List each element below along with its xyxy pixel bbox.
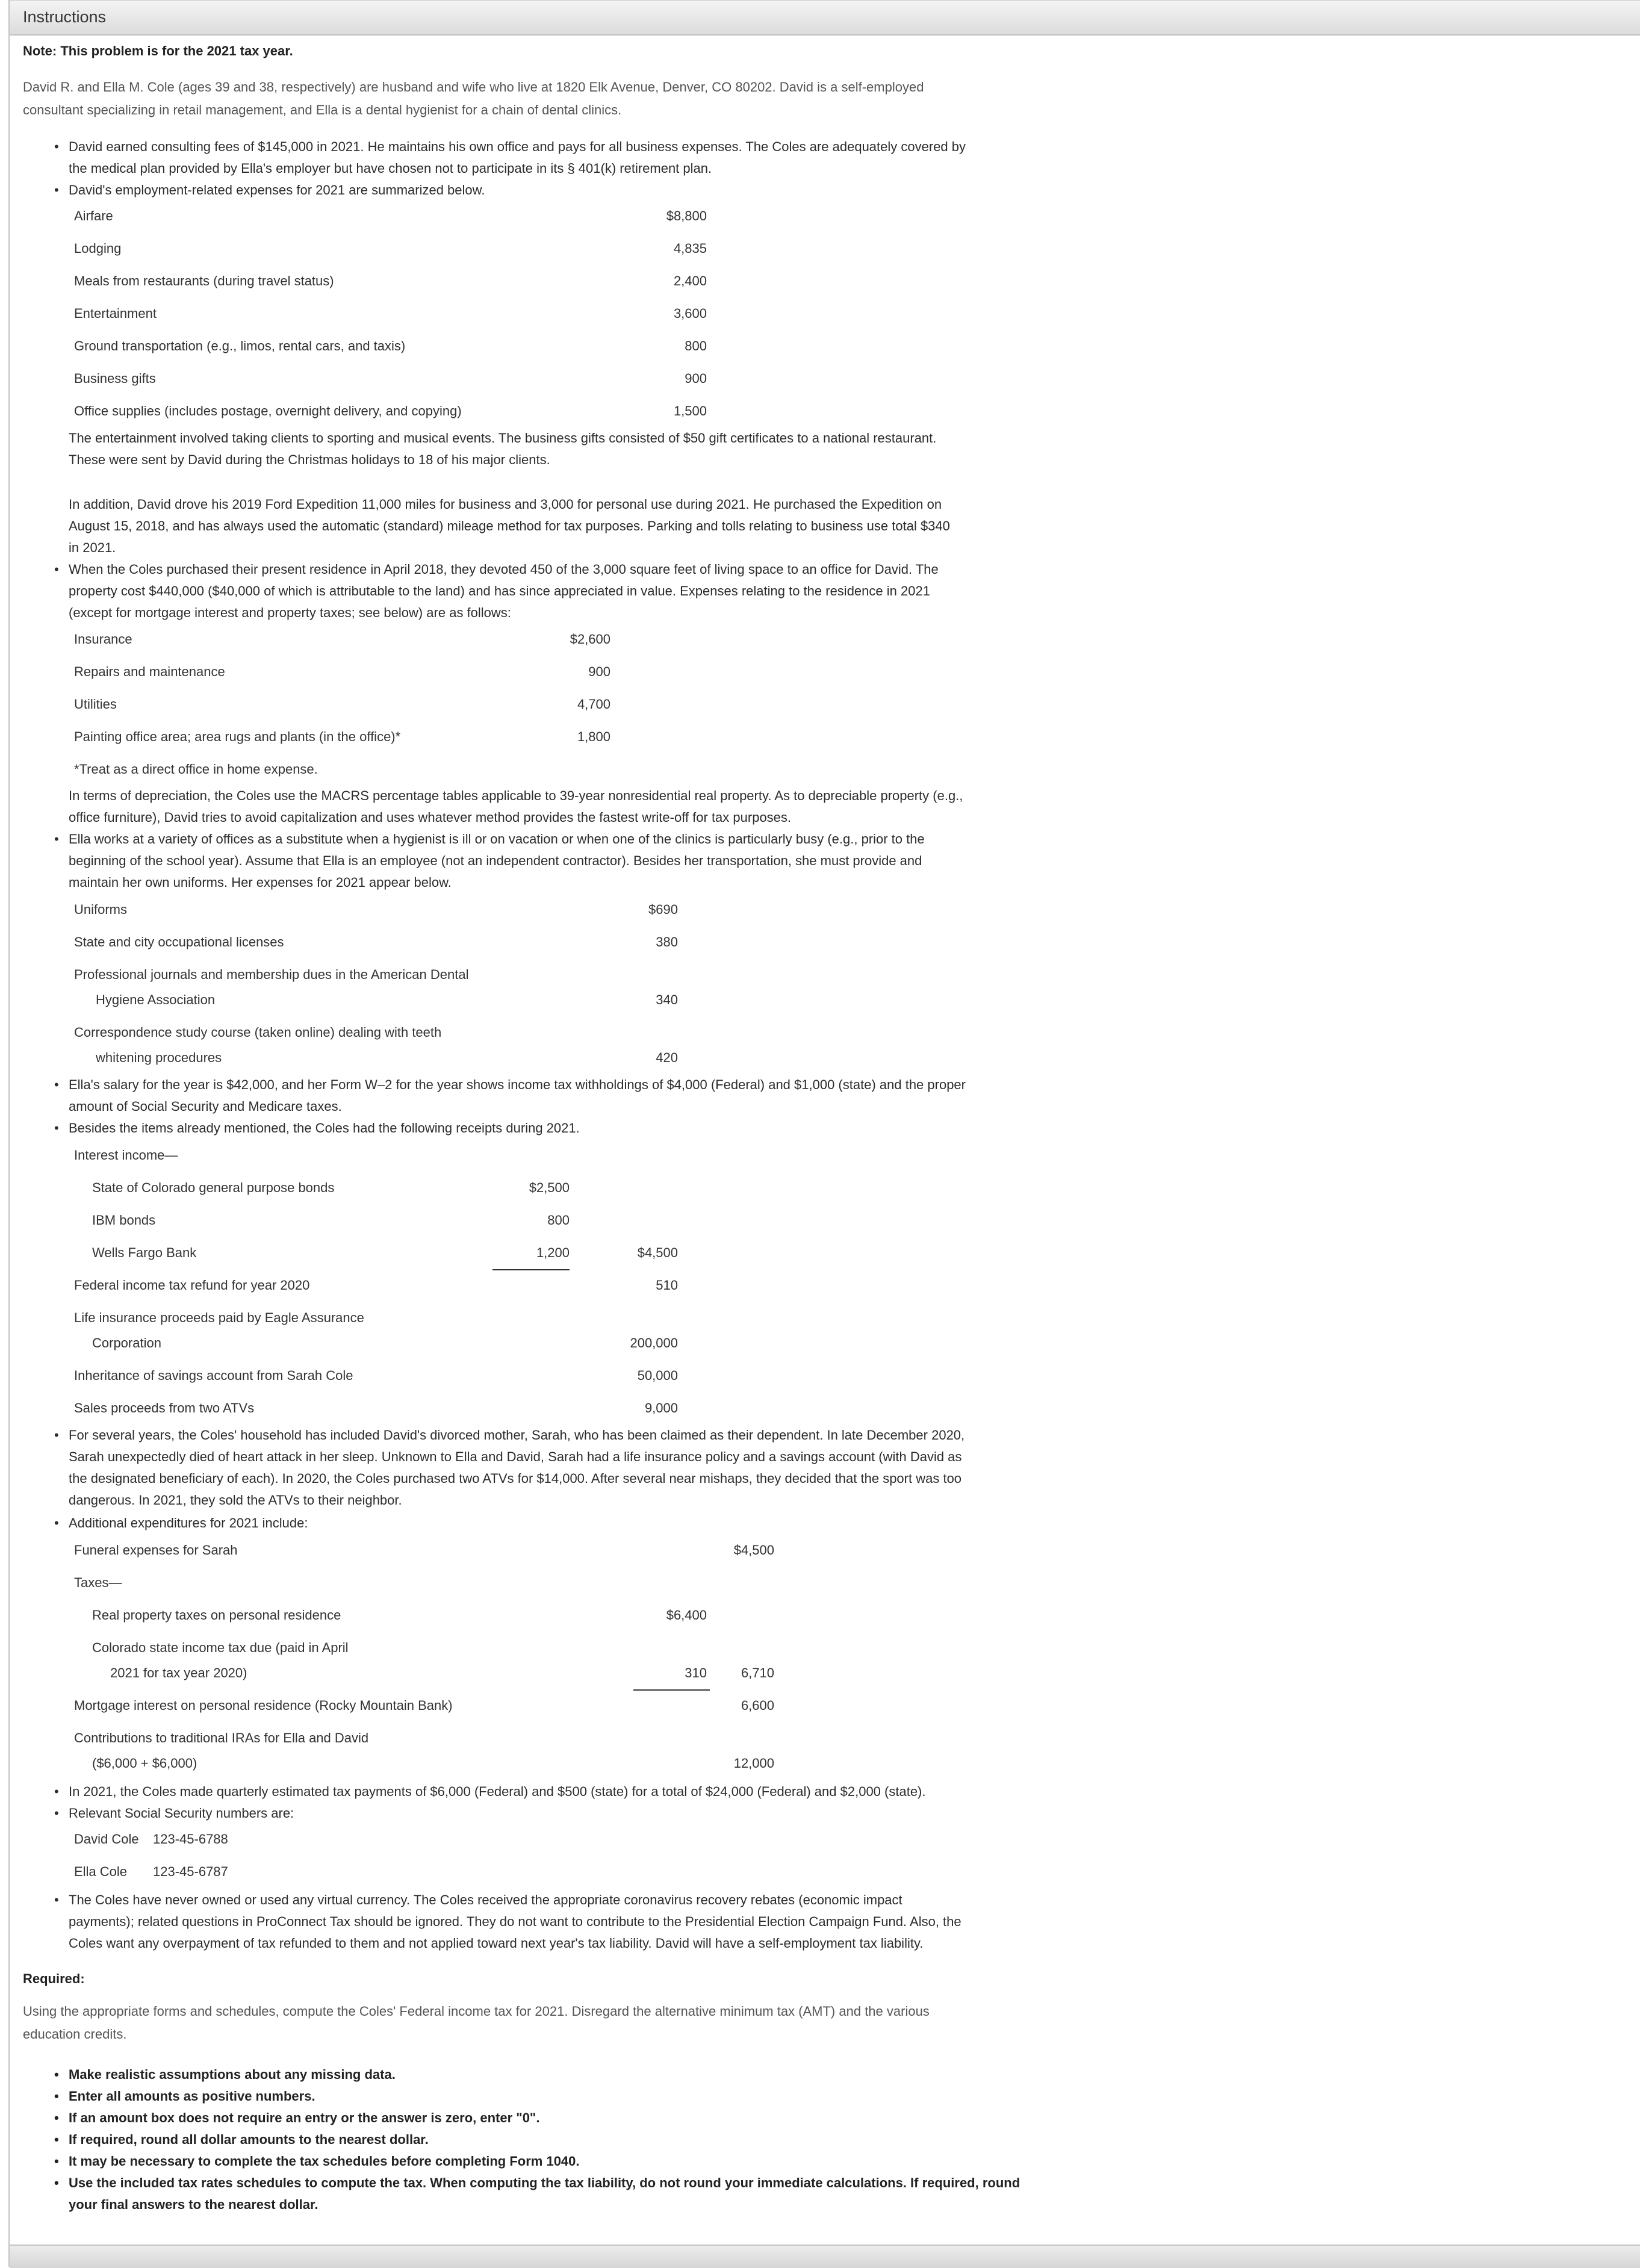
bullet-line: payments); related questions in ProConnect Tax should be ignored. They do not want to contribute to the Presidential Election Campaign Fund. Also, the bbox=[69, 1914, 961, 1929]
expense-row bbox=[10, 371, 1093, 389]
expense-label: Meals from restaurants (during travel status) bbox=[74, 273, 334, 288]
receipt-row bbox=[10, 1335, 1093, 1353]
paragraph-line: office furniture), David tries to avoid capitalization and uses whatever method provides the fastest write-off for tax purposes. bbox=[69, 810, 792, 825]
receipt-row bbox=[10, 1213, 1093, 1231]
bullet-line: • Besides the items already mentioned, the Coles had the following receipts during 2021. bbox=[69, 1120, 580, 1136]
receipt-label: Inheritance of savings account from Sarah Cole bbox=[74, 1368, 353, 1383]
expenditure-label: 2021 for tax year 2020) bbox=[110, 1665, 247, 1680]
expenditure-row bbox=[10, 1756, 1093, 1774]
required-bullet: • It may be necessary to complete the tax schedules before completing Form 1040. bbox=[69, 2151, 1050, 2172]
expense-label: Entertainment bbox=[74, 306, 157, 321]
expense-label: Business gifts bbox=[74, 371, 156, 386]
ssn-name: Ella Cole bbox=[74, 1864, 128, 1879]
paragraph-line: These were sent by David during the Christmas holidays to 18 of his major clients. bbox=[69, 452, 550, 467]
ssn-number: 123-45-6788 bbox=[153, 1831, 228, 1847]
expenditure-amount: $6,400 bbox=[666, 1608, 707, 1623]
expense-label: Office supplies (includes postage, overnight delivery, and copying) bbox=[74, 403, 462, 418]
expense-amount: $690 bbox=[648, 902, 678, 917]
expense-amount: 1,800 bbox=[577, 729, 610, 744]
expenditure-amount: 6,600 bbox=[741, 1698, 774, 1713]
ella-expense-row bbox=[10, 934, 1093, 952]
bullet-receipts bbox=[69, 1117, 1059, 1139]
expense-amount: 900 bbox=[588, 664, 610, 679]
receipt-label: IBM bonds bbox=[92, 1213, 156, 1228]
bullet-line: the medical plan provided by Ella's employer but have chosen not to participate in its § 401(k) retirement plan. bbox=[69, 161, 712, 176]
bullet-line: • When the Coles purchased their present residence in April 2018, they devoted 450 of the 3,000 square feet of living space to an office for David. The bbox=[69, 562, 939, 577]
receipt-label: Sales proceeds from two ATVs bbox=[74, 1400, 255, 1415]
expense-row bbox=[10, 241, 1093, 259]
bullet-line: Coles want any overpayment of tax refunded to them and not applied toward next year's tax liability. David will have a self-employment tax liability. bbox=[69, 1936, 924, 1951]
bullet-david-expenses bbox=[69, 179, 1059, 201]
bullet-line: • For several years, the Coles' household has included David's divorced mother, Sarah, who has been claimed as their dependent. In late December 2020, bbox=[69, 1428, 965, 1443]
paragraph-line: August 15, 2018, and has always used the automatic (standard) mileage method for tax purposes. Parking and tolls relating to business use total $340 bbox=[69, 518, 950, 533]
bullet-line: beginning of the school year). Assume that Ella is an employee (not an independent contractor). Besides her transportation, she must provide and bbox=[69, 853, 922, 868]
expenditure-label: ($6,000 + $6,000) bbox=[92, 1756, 197, 1771]
bullet-line: your final answers to the nearest dollar. bbox=[69, 2197, 318, 2212]
expense-row bbox=[10, 273, 1093, 291]
expenditure-label: Colorado state income tax due (paid in April bbox=[92, 1640, 349, 1655]
receipt-row bbox=[10, 1180, 1093, 1198]
window-title: Instructions bbox=[23, 8, 107, 26]
bullet-line: dangerous. In 2021, they sold the ATVs to their neighbor. bbox=[69, 1493, 402, 1508]
expense-label: State and city occupational licenses bbox=[74, 934, 284, 949]
ssn-row bbox=[10, 1831, 1093, 1850]
paragraph-line: The entertainment involved taking clients to sporting and musical events. The business gifts consisted of $50 gift certificates to a national restaurant. bbox=[69, 430, 937, 446]
subtotal-underline bbox=[633, 1689, 710, 1691]
bullet-line: maintain her own uniforms. Her expenses for 2021 appear below. bbox=[69, 875, 452, 890]
automobile-paragraph bbox=[69, 494, 1050, 559]
expenditure-amount: $4,500 bbox=[733, 1543, 774, 1558]
expense-row bbox=[10, 338, 1093, 356]
subtotal-underline bbox=[492, 1269, 570, 1270]
receipt-label: State of Colorado general purpose bonds bbox=[92, 1180, 335, 1195]
receipt-amount: 510 bbox=[656, 1278, 678, 1293]
receipt-row bbox=[10, 1278, 1093, 1296]
expenditure-label: Real property taxes on personal residence bbox=[92, 1608, 341, 1623]
receipt-label: Wells Fargo Bank bbox=[92, 1245, 197, 1260]
paragraph-line: Using the appropriate forms and schedules, compute the Coles' Federal income tax for 2021. Disregard the alternative minimum tax (AMT) and the various bbox=[23, 2004, 930, 2019]
expense-amount: 340 bbox=[656, 992, 678, 1007]
expense-amount: 3,600 bbox=[673, 306, 707, 321]
paragraph-line: In addition, David drove his 2019 Ford Expedition 11,000 miles for business and 3,000 for personal use during 2021. He purchased the Expedition on bbox=[69, 497, 942, 512]
receipt-row bbox=[10, 1148, 1093, 1166]
expenditure-row bbox=[10, 1640, 1093, 1658]
home-expense-row bbox=[10, 664, 1093, 682]
receipt-total: $4,500 bbox=[637, 1245, 678, 1260]
expense-amount: $8,800 bbox=[666, 208, 707, 223]
expense-amount: 1,500 bbox=[673, 403, 707, 418]
required-bullet: • Make realistic assumptions about any missing data. bbox=[69, 2064, 1050, 2086]
expense-label: Professional journals and membership dues in the American Dental bbox=[74, 967, 469, 982]
expense-amount: 4,700 bbox=[577, 697, 610, 712]
bullet-expenditures bbox=[69, 1512, 1059, 1534]
ella-expense-row bbox=[10, 902, 1093, 920]
receipt-amount: 200,000 bbox=[630, 1335, 678, 1350]
required-bullet: • Enter all amounts as positive numbers. bbox=[69, 2086, 1050, 2107]
bullet-line: • Additional expenditures for 2021 include: bbox=[69, 1515, 308, 1530]
required-bullet: • If an amount box does not require an entry or the answer is zero, enter "0". bbox=[69, 2107, 1050, 2129]
bullet-line: (except for mortgage interest and property taxes; see below) are as follows: bbox=[69, 605, 511, 620]
expense-label: Painting office area; area rugs and plants (in the office)* bbox=[74, 729, 401, 744]
receipt-label: Interest income— bbox=[74, 1148, 178, 1163]
expense-label: Repairs and maintenance bbox=[74, 664, 225, 679]
expenditure-label: Taxes— bbox=[74, 1575, 122, 1590]
expenditure-total: 6,710 bbox=[741, 1665, 774, 1680]
expense-amount: 4,835 bbox=[673, 241, 707, 256]
expenditure-amount: 12,000 bbox=[733, 1756, 774, 1771]
bullet-sarah bbox=[69, 1424, 1059, 1511]
ella-expense-row bbox=[10, 967, 1093, 985]
bullet-line: • In 2021, the Coles made quarterly estimated tax payments of $6,000 (Federal) and $500 (state) for a total of $24,000 (Federal) and $2,000 (state). bbox=[69, 1784, 926, 1799]
footnote-text: *Treat as a direct office in home expense. bbox=[74, 762, 318, 777]
bullet-line: • David's employment-related expenses for 2021 are summarized below. bbox=[69, 182, 485, 197]
expense-label: Insurance bbox=[74, 632, 132, 647]
expense-label: Ground transportation (e.g., limos, rental cars, and taxis) bbox=[74, 338, 406, 353]
ssn-number: 123-45-6787 bbox=[153, 1864, 228, 1879]
bullet-line: Sarah unexpectedly died of heart attack in her sleep. Unknown to Ella and David, Sarah had a life insurance policy and a savings account (with David as bbox=[69, 1449, 962, 1464]
bullet-line: amount of Social Security and Medicare taxes. bbox=[69, 1099, 342, 1114]
expense-label: Uniforms bbox=[74, 902, 128, 917]
receipt-amount: 1,200 bbox=[536, 1245, 570, 1260]
ssn-name: David Cole bbox=[74, 1831, 139, 1847]
receipt-amount: 9,000 bbox=[644, 1400, 678, 1415]
depreciation-paragraph bbox=[69, 785, 1050, 828]
paragraph-line: in 2021. bbox=[69, 540, 116, 555]
expense-row bbox=[10, 306, 1093, 324]
expense-row bbox=[10, 403, 1093, 421]
bullet-estimated-payments bbox=[69, 1781, 1059, 1803]
bullet-line: • The Coles have never owned or used any virtual currency. The Coles received the appropriate coronavirus recovery rebates (economic impact bbox=[69, 1892, 902, 1907]
receipt-row bbox=[10, 1245, 1093, 1263]
required-bullet: • If required, round all dollar amounts to the nearest dollar. bbox=[69, 2129, 1050, 2151]
expense-label: whitening procedures bbox=[96, 1050, 222, 1065]
expense-label: Hygiene Association bbox=[96, 992, 216, 1007]
receipt-amount: $2,500 bbox=[529, 1180, 570, 1195]
expense-amount: 380 bbox=[656, 934, 678, 949]
bullet-line: • Ella's salary for the year is $42,000, and her Form W–2 for the year shows income tax withholdings of $4,000 (Federal) and $1,000 (state) and the proper bbox=[69, 1077, 966, 1092]
expense-label: Lodging bbox=[74, 241, 122, 256]
instructions-panel bbox=[8, 0, 1640, 2267]
receipt-row bbox=[10, 1310, 1093, 1328]
expenditure-row bbox=[10, 1698, 1093, 1716]
bullet-line: the designated beneficiary of each). In 2020, the Coles purchased two ATVs for $14,000. After several near mishaps, they decided that the sport was too bbox=[69, 1471, 962, 1486]
bullet-residence bbox=[69, 559, 1059, 624]
bullet-line: property cost $440,000 ($40,000 of which is attributable to the land) and has since appreciated in value. Expenses relating to the residence in 2021 bbox=[69, 583, 930, 598]
ella-expense-row bbox=[10, 1050, 1093, 1068]
expenditure-label: Funeral expenses for Sarah bbox=[74, 1543, 238, 1558]
intro-line: David R. and Ella M. Cole (ages 39 and 38, respectively) are husband and wife who live at 1820 Elk Avenue, Denver, CO 80202. David is a self-employed bbox=[23, 79, 924, 95]
receipt-row bbox=[10, 1368, 1093, 1386]
expense-amount: 2,400 bbox=[673, 273, 707, 288]
expense-amount: 420 bbox=[656, 1050, 678, 1065]
expenditure-row bbox=[10, 1665, 1093, 1683]
receipt-label: Federal income tax refund for year 2020 bbox=[74, 1278, 310, 1293]
bullet-ssn bbox=[69, 1803, 1059, 1824]
ella-expense-row bbox=[10, 1025, 1093, 1043]
expense-label: Airfare bbox=[74, 208, 113, 223]
receipt-amount: 50,000 bbox=[637, 1368, 678, 1383]
bottom-scroll-bar[interactable] bbox=[10, 2245, 1640, 2268]
paragraph-line: In terms of depreciation, the Coles use the MACRS percentage tables applicable to 39-year nonresidential real property. As to depreciable property (e.g., bbox=[69, 788, 963, 803]
intro-line: consultant specializing in retail management, and Ella is a dental hygienist for a chain of dental clinics. bbox=[23, 102, 622, 117]
paragraph-line: education credits. bbox=[23, 2027, 127, 2042]
required-heading: Required: bbox=[23, 1971, 85, 1986]
expense-label: Correspondence study course (taken online) dealing with teeth bbox=[74, 1025, 442, 1040]
bullet-line: • Ella works at a variety of offices as a substitute when a hygienist is ill or on vacation or when one of the clinics is particularly busy (e.g., prior to the bbox=[69, 831, 925, 847]
title-bar bbox=[10, 0, 1640, 36]
ssn-row bbox=[10, 1864, 1093, 1882]
expense-amount: 900 bbox=[685, 371, 707, 386]
expense-row bbox=[10, 208, 1093, 226]
home-expense-row bbox=[10, 697, 1093, 715]
expense-label: Utilities bbox=[74, 697, 117, 712]
bullet-line: • Relevant Social Security numbers are: bbox=[69, 1806, 294, 1821]
expenditure-label: Contributions to traditional IRAs for Ella and David bbox=[74, 1730, 369, 1745]
footnote-row bbox=[10, 762, 1093, 780]
note-text: Note: This problem is for the 2021 tax year. bbox=[23, 43, 293, 58]
required-bullet bbox=[69, 2172, 1050, 2216]
bullet-consulting-fees bbox=[69, 136, 1059, 179]
expense-amount: $2,600 bbox=[570, 632, 610, 647]
bullet-line: • Use the included tax rates schedules to compute the tax. When computing the tax liability, do not round your immediate calculations. If required, round bbox=[69, 2175, 1020, 2190]
expenditure-amount: 310 bbox=[685, 1665, 707, 1680]
bullet-ella-work bbox=[69, 828, 1059, 893]
bullet-other-info bbox=[69, 1889, 1059, 1954]
expense-amount: 800 bbox=[685, 338, 707, 353]
bullet-ella-salary bbox=[69, 1074, 1059, 1117]
expenditure-row bbox=[10, 1730, 1093, 1748]
home-expense-row bbox=[10, 729, 1093, 747]
receipt-label: Corporation bbox=[92, 1335, 161, 1350]
receipt-row bbox=[10, 1400, 1093, 1418]
expenditure-row bbox=[10, 1608, 1093, 1626]
expenditure-label: Mortgage interest on personal residence (Rocky Mountain Bank) bbox=[74, 1698, 453, 1713]
ella-expense-row bbox=[10, 992, 1093, 1010]
receipt-label: Life insurance proceeds paid by Eagle Assurance bbox=[74, 1310, 364, 1325]
expenditure-row bbox=[10, 1543, 1093, 1561]
receipt-amount: 800 bbox=[547, 1213, 570, 1228]
required-paragraph bbox=[23, 2000, 1046, 2046]
intro-paragraph bbox=[23, 76, 1046, 122]
expenditure-row bbox=[10, 1575, 1093, 1593]
bullet-line: • David earned consulting fees of $145,000 in 2021. He maintains his own office and pays for all business expenses. The Coles are adequately covered by bbox=[69, 139, 966, 154]
entertainment-paragraph bbox=[69, 427, 1050, 471]
home-expense-row bbox=[10, 632, 1093, 650]
